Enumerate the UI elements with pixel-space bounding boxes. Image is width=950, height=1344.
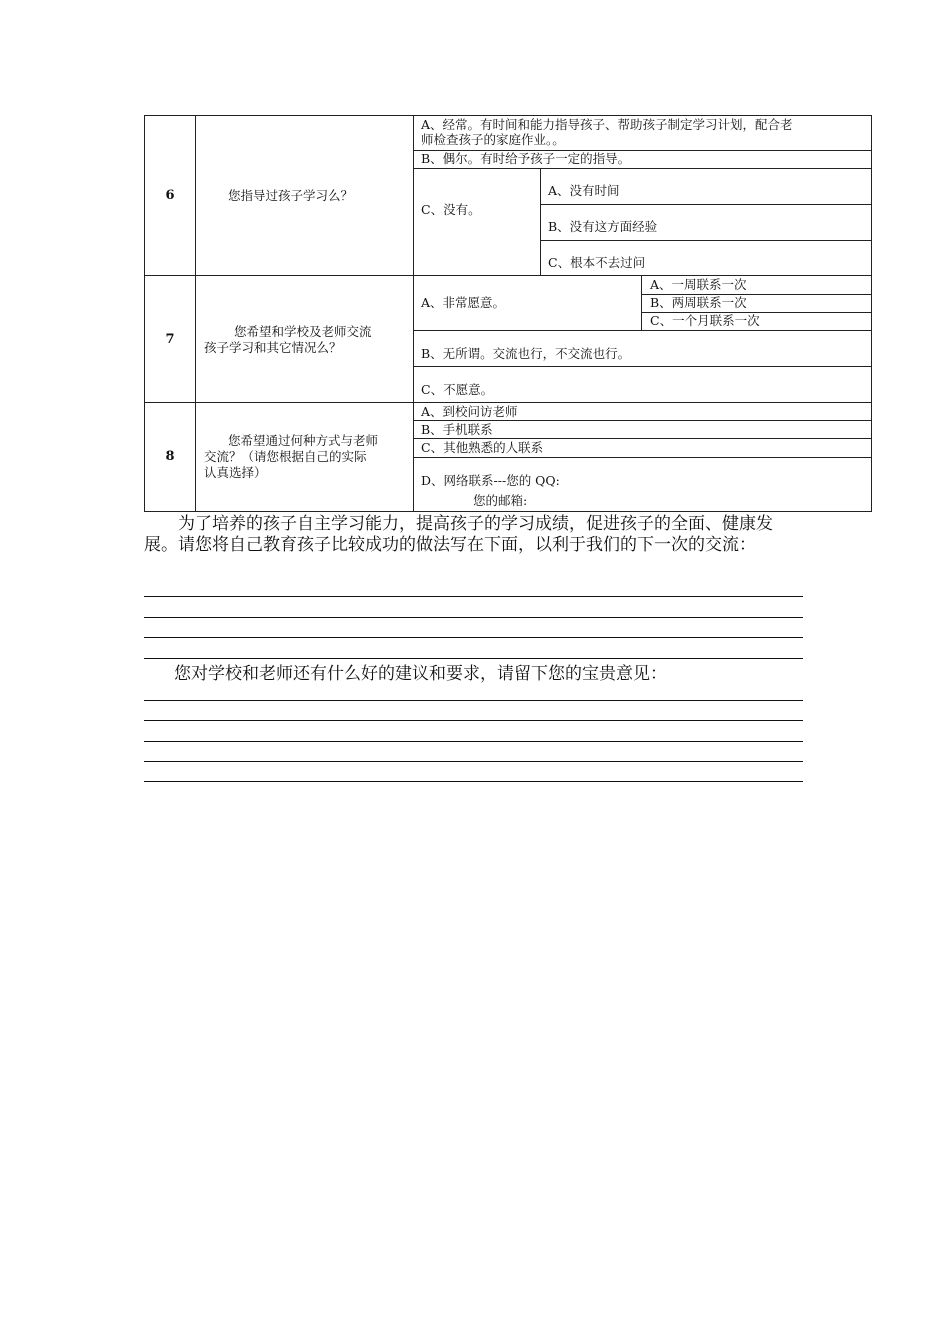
question-text: 交流？（请您根据自己的实际 [204, 449, 367, 464]
question-text: 认真选择） [204, 465, 267, 480]
question-text: 孩子学习和其它情况么？ [204, 340, 342, 355]
option-text: D、网络联系---您的 QQ: [421, 473, 560, 488]
sub-option-text: C、一个月联系一次 [650, 313, 760, 328]
sub-option-divider [540, 240, 871, 241]
option-text: A、经常。有时间和能力指导孩子、帮助孩子制定学习计划，配合老 [421, 117, 793, 132]
col-divider [413, 115, 414, 512]
option-text: B、无所谓。交流也行，不交流也行。 [421, 346, 631, 361]
option-divider [413, 457, 871, 458]
table-border-top [144, 115, 871, 116]
question-text: 您希望和学校及老师交流 [234, 324, 372, 339]
question-text: 您指导过孩子学习么？ [228, 188, 354, 203]
option-text: A、到校问访老师 [421, 404, 518, 419]
sub-col-divider [641, 275, 642, 330]
sub-option-text: C、根本不去过问 [548, 255, 646, 270]
option-text: B、手机联系 [421, 422, 493, 437]
table-border-right [871, 115, 872, 512]
sub-col-divider [540, 168, 541, 275]
option-divider [413, 366, 871, 367]
question-number: 7 [165, 332, 175, 347]
option-text: B、偶尔。有时给予孩子一定的指导。 [421, 151, 631, 166]
option-text: 您的邮箱: [473, 493, 528, 508]
row-divider [144, 402, 871, 403]
suggestion-paragraph: 您对学校和老师还有什么好的建议和要求，请留下您的宝贵意见： [174, 664, 667, 684]
answer-line[interactable] [144, 637, 803, 638]
option-text: A、非常愿意。 [421, 295, 506, 310]
sub-option-text: A、没有时间 [548, 183, 620, 198]
table-border-bottom [144, 511, 871, 512]
answer-line[interactable] [144, 596, 803, 597]
option-divider [413, 420, 871, 421]
sub-option-text: A、一周联系一次 [650, 277, 747, 292]
sub-option-text: B、没有这方面经验 [548, 219, 658, 234]
option-text: C、不愿意。 [421, 382, 494, 397]
answer-line[interactable] [144, 617, 803, 618]
answer-line[interactable] [144, 741, 803, 742]
answer-line[interactable] [144, 720, 803, 721]
answer-line[interactable] [144, 761, 803, 762]
question-number: 6 [165, 188, 175, 203]
option-divider [413, 168, 871, 169]
col-divider [195, 115, 196, 512]
question-number: 8 [165, 449, 175, 464]
option-text: C、没有。 [421, 202, 481, 217]
row-divider [144, 275, 871, 276]
answer-line[interactable] [144, 781, 803, 782]
option-divider [413, 438, 871, 439]
option-text: 师检查孩子的家庭作业。。 [421, 132, 565, 147]
answer-line[interactable] [144, 700, 803, 701]
answer-line[interactable] [144, 658, 803, 659]
sub-option-text: B、两周联系一次 [650, 295, 747, 310]
sub-option-divider [540, 204, 871, 205]
instruction-paragraph: 为了培养的孩子自主学习能力，提高孩子的学习成绩，促进孩子的全面、健康发展。请您将自己教育孩子比较成功的做法写在下面，以利于我们的下一次的交流： [144, 514, 773, 555]
option-text: C、其他熟悉的人联系 [421, 440, 544, 455]
option-divider [413, 330, 871, 331]
question-text: 您希望通过何种方式与老师 [228, 433, 379, 448]
